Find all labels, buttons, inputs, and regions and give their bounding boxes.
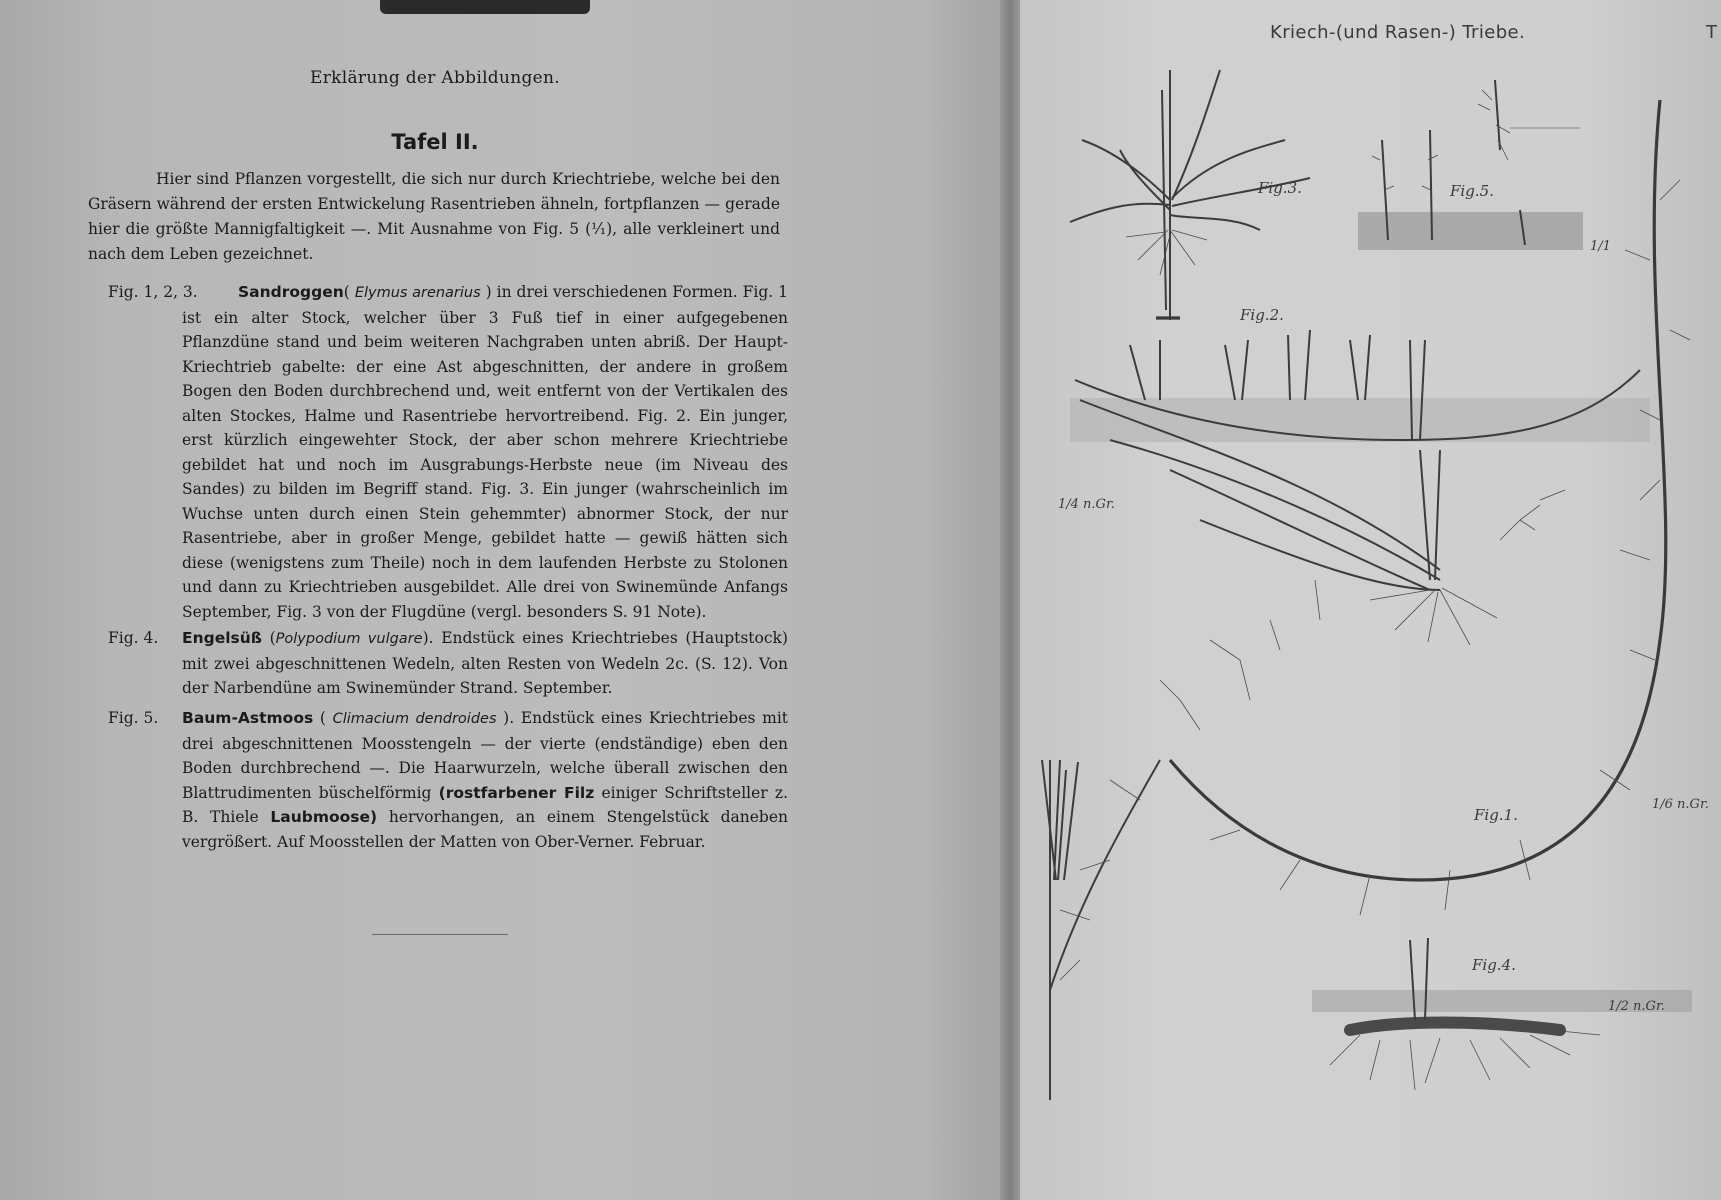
entry-label: Fig. 1, 2, 3. [108,283,198,301]
bold-term: Laubmoose) [270,808,378,826]
fig-4-scale: 1/2 n.Gr. [1608,999,1665,1014]
entry-text: einiger Schriftsteller z. B. Thiele [182,783,788,826]
entry-fig-1-2-3 [108,280,788,624]
plate-heading: Kriech-(und Rasen-) Triebe. [1270,22,1526,43]
entry-label: Fig. 5. [108,709,159,727]
running-head: Erklärung der Abbildungen. [310,68,560,88]
fig-3-drawing [1070,70,1310,320]
fig-1-label: Fig.1. [1474,806,1518,824]
plate-number: T [1706,22,1717,43]
fig-5-scale: 1/1 [1590,239,1611,254]
fig-5-drawing [1358,80,1611,254]
entry-fig-4 [108,626,788,701]
fig-2-label: Fig.2. [1240,306,1284,324]
intro-paragraph: Hier sind Pflanzen vorgestellt, die sich nur durch Kriechtriebe, welche bei den Gräsern während der ersten Entwickelung Rasentrieben ähneln, fortpflanzen — gerade hier die größte Mannigfaltigkeit —. Mit Ausnahme von Fig. 5 (⅟₁), alle verkleinert und nach dem Leben gezeichnet. [88,170,780,263]
right-page-plate [1020,0,1721,1200]
latin-name: Polypodium vulgare [275,631,423,647]
fig-5-label: Fig.5. [1450,182,1494,200]
fig-3-label: Fig.3. [1258,179,1302,197]
entry-text: Endstück eines Kriechtriebes mit drei abgeschnittenen Moosstengeln — der vierte (endständige) eben den Boden durchbrechend —. Die Haarwurzeln, welche überall zwischen den Blattrudimenten büschelförmig [182,709,788,802]
fig-4-label: Fig.4. [1472,956,1516,974]
latin-close: ). [422,629,434,647]
latin-name: Elymus arenarius [354,285,481,301]
page-end-rule [372,934,508,935]
fig-1-scale: 1/6 n.Gr. [1652,797,1709,812]
entry-label: Fig. 4. [108,629,159,647]
bold-term: (rostfarbener Filz [438,783,595,802]
plant-name: Baum-Astmoos [182,709,314,727]
entry-text: in drei verschiedenen Formen. Fig. 1 ist ein alter Stock, welcher über 3 Fuß tief in einer aufgegebenen Pflanzdüne stand und beim weiteren Nachgraben unten abriß. Der Haupt-Kriechtrieb gabelte: der eine Ast abgeschnitten, der andere in großem Bogen den Boden durchbrechend und, weit entfernt von der Vertikalen des alten Stockes, Halme und Rasentriebe hervortreibend. Fig. 2. Ein junger, erst kürzlich eingewehter Stock, der aber schon mehrere Kriechtriebe gebildet hat und noch im Ausgrabungs-Herbste neue (im Niveau des Sandes) zu bilden im Begriff stand. Fig. 3. Ein junger (wahrscheinlich im Wuchse unten durch einen Stein gehemmter) abnormer Stock, der nur Rasentriebe, aber in großer Menge, gebildet hatte — gewiß hätten sich diese (wenigstens zum Theile) noch in dem laufenden Herbste zu Stolonen und dann zu Kriechtrieben ausgebildet. Alle drei von Swinemünde Anfangs September, Fig. 3 von der Flugdüne (vergl. besonders S. 91 Note). [182,283,788,621]
entry-text: hervorhangen, an einem Stengelstück daneben vergrößert. Auf Moosstellen der Matten von Ober-Verner. Februar. [182,808,788,851]
fig-2-drawing [1058,306,1650,645]
latin-name: Climacium dendroides [332,711,497,727]
latin-open: ( [261,629,276,647]
latin-open: ( [313,709,333,727]
plate-title: Tafel II. [391,130,479,154]
latin-open: ( [343,283,355,301]
botanical-plate-illustration [1020,0,1721,1200]
fig-4-drawing [1312,938,1692,1090]
entry-fig-5 [108,706,788,854]
entry-text: Endstück eines Kriechtriebes (Hauptstock) mit zwei abgeschnittenen Wedeln, alten Resten von Wedeln 2c. (S. 12). Von der Narbendüne am Swinemünder Strand. September. [182,629,788,697]
latin-close: ) [480,283,492,301]
page-edge-shadow [380,0,590,14]
fig-2-scale: 1/4 n.Gr. [1058,497,1115,512]
plant-name: Engelsüß [182,629,262,647]
plant-name: Sandroggen [238,283,344,301]
latin-close: ). [496,709,515,727]
